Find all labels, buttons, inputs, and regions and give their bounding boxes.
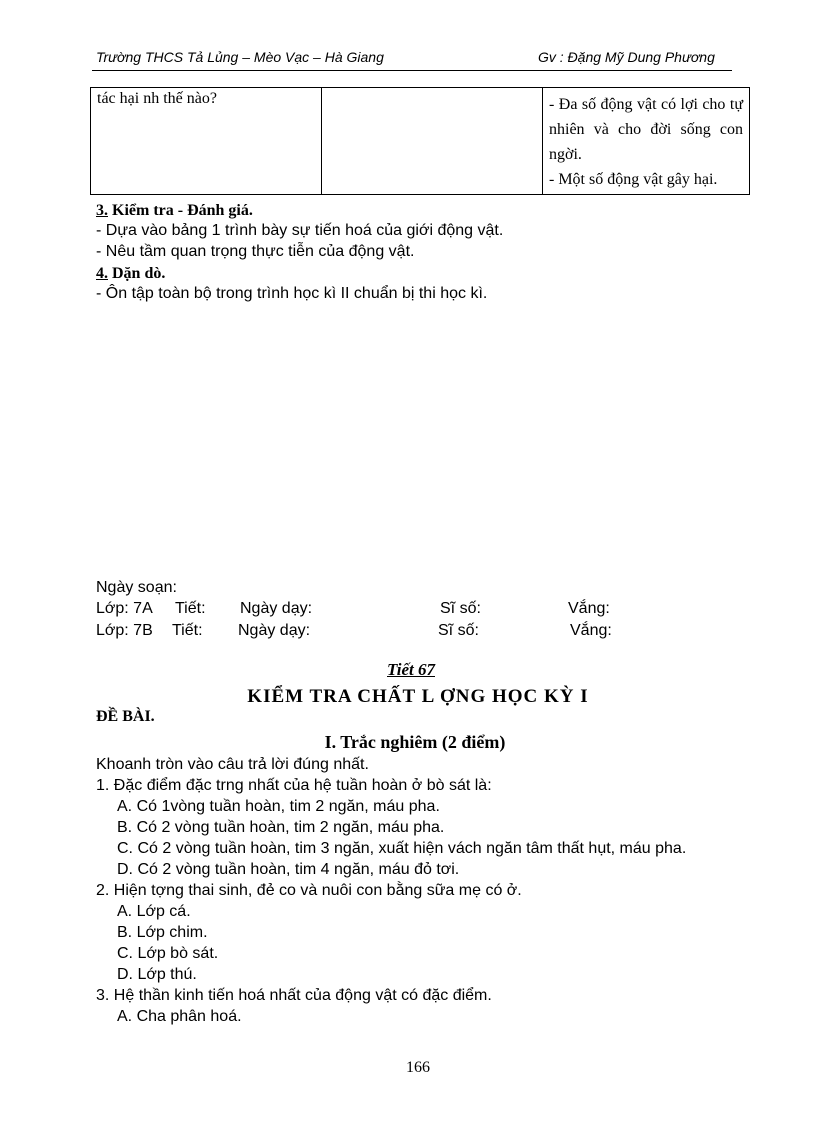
page-number: 166 (406, 1059, 430, 1076)
question-option: D. Lớp thú. (117, 966, 197, 983)
ngay-soan-label: Ngày soạn: (96, 579, 177, 596)
lesson-table (90, 87, 750, 195)
section-3-line: - Dựa vào bảng 1 trình bày sự tiến hoá của giới động vật. (96, 222, 504, 239)
class-7b-label: Lớp: 7B (96, 622, 153, 639)
section-number: 3. (96, 202, 108, 219)
question-option: A. Lớp cá. (117, 903, 191, 920)
question-option: A. Cha phân hoá. (117, 1008, 242, 1025)
vang-label: Vắng: (570, 622, 612, 639)
tiet-label: Tiết: (175, 600, 206, 617)
table-cell-question: tác hại nh thế nào? (91, 88, 322, 195)
lesson-number: Tiết 67 (387, 660, 435, 679)
si-so-label: Sĩ số: (440, 600, 481, 617)
question-option: A. Có 1vòng tuần hoàn, tim 2 ngăn, máu pha. (117, 798, 440, 815)
header-divider (92, 70, 732, 71)
question-option: B. Lớp chim. (117, 924, 208, 941)
exam-title: KIỂM TRA CHẤT L ỢNG HỌC KỲ I (247, 686, 589, 707)
table-cell-answer (543, 88, 750, 195)
de-bai-heading: ĐỀ BÀI. (96, 708, 155, 725)
answer-paragraph: - Đa số động vật có lợi cho tự nhiên và cho đời sống con ngời. (549, 96, 743, 163)
question-option: C. Có 2 vòng tuần hoàn, tim 3 ngăn, xuất hiện vách ngăn tâm thất hụt, máu pha. (117, 840, 687, 857)
question-3: 3. Hệ thần kinh tiến hoá nhất của động vật có đặc điểm. (96, 987, 492, 1004)
tiet-label: Tiết: (172, 622, 203, 639)
section-4-line: - Ôn tập toàn bộ trong trình học kì II chuẩn bị thi học kì. (96, 285, 488, 302)
ngay-day-label: Ngày dạy: (238, 622, 311, 639)
question-option: C. Lớp bò sát. (117, 945, 219, 962)
class-7a-label: Lớp: 7A (96, 600, 153, 617)
section-3-line: - Nêu tầm quan trọng thực tiễn của động vật. (96, 243, 415, 260)
header-school: Trường THCS Tả Lủng – Mèo Vạc – Hà Giang (96, 49, 384, 65)
si-so-label: Sĩ số: (438, 622, 479, 639)
ngay-day-label: Ngày dạy: (240, 600, 313, 617)
question-option: B. Có 2 vòng tuần hoàn, tim 2 ngăn, máu pha. (117, 819, 445, 836)
answer-paragraph: - Một số động vật gây hại. (549, 171, 718, 188)
question-2: 2. Hiện tợng thai sinh, đẻ co và nuôi con bằng sữa mẹ có ở. (96, 882, 522, 899)
section-4-heading (96, 265, 165, 283)
section-title: Kiểm tra - Đánh giá. (112, 202, 253, 219)
header-teacher: Gv : Đặng Mỹ Dung Phương (538, 49, 715, 65)
question-1: 1. Đặc điểm đặc trng nhất của hệ tuần hoàn ở bò sát là: (96, 777, 492, 794)
section-title: Dặn dò. (112, 265, 166, 282)
part-1-heading: I. Trắc nghiêm (2 điểm) (324, 732, 506, 752)
question-option: D. Có 2 vòng tuần hoàn, tim 4 ngăn, máu đỏ tơi. (117, 861, 460, 878)
section-number: 4. (96, 265, 108, 282)
table-row (91, 88, 750, 195)
vang-label: Vắng: (568, 600, 610, 617)
table-cell-empty (322, 88, 543, 195)
instruction-text: Khoanh tròn vào câu trả lời đúng nhất. (96, 756, 369, 773)
section-3-heading (96, 202, 253, 220)
